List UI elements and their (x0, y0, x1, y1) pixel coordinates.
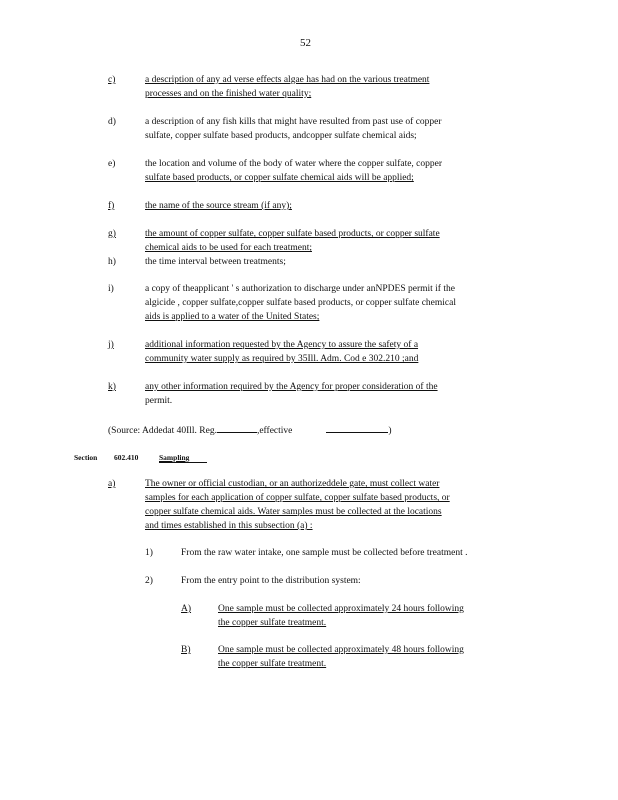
item-h-line1: the time interval between treatments; (145, 257, 286, 267)
sub-1-text: From the raw water intake, one sample must be collected before treatment . (181, 548, 468, 558)
item-label-h: h) (108, 257, 116, 267)
section-number: 602.410 (114, 453, 139, 462)
item-label-e: e) (108, 159, 116, 169)
source-blank-1 (217, 423, 257, 433)
section-title: Sampling (159, 453, 190, 462)
section-label: Section (74, 453, 98, 462)
item-label-f: f) (108, 201, 115, 211)
item-f-line1: the name of the source stream (if any); (145, 201, 292, 211)
clause-B-line1: One sample must be collected approximately 48 hours following (218, 645, 464, 655)
source-note (108, 423, 392, 437)
clause-A-line2: the copper sulfate treatment. (218, 618, 327, 628)
clause-B-line2: the copper sulfate treatment. (218, 659, 327, 669)
clause-label-A: A) (181, 604, 192, 614)
source-open: (Source: Addedat 40Ill. Reg. (108, 426, 217, 436)
item-label-k: k) (108, 382, 116, 392)
sub-label-1: 1) (145, 548, 153, 558)
item-label-d: d) (108, 117, 116, 127)
section-title-underline (159, 462, 207, 463)
item-e-line2: sulfate based products, or copper sulfate chemical aids will be applied; (145, 173, 414, 183)
page-number: 52 (300, 37, 311, 49)
item-c-line1: a description of any ad verse effects algae has had on the various treatment (145, 75, 430, 85)
item-c-line2: processes and on the finished water quality; (145, 89, 312, 99)
item-e-line1: the location and volume of the body of water where the copper sulfate, copper (145, 159, 443, 169)
item-j-line2: community water supply as required by 35Ill. Adm. Cod e 302.210 ;and (145, 354, 419, 364)
source-close: ) (388, 426, 392, 436)
clause-label-B: B) (181, 645, 191, 655)
item-label-i: i) (108, 284, 114, 294)
item-label-j: j) (108, 340, 114, 350)
subsection-label-a: a) (108, 479, 116, 489)
subsection-a-line4: and times established in this subsection (a) : (145, 521, 313, 531)
item-g-line1: the amount of copper sulfate, copper sulfate based products, or copper sulfate (145, 229, 440, 239)
subsection-a-line1: The owner or official custodian, or an authorizeddele gate, must collect water (145, 479, 440, 489)
item-label-g: g) (108, 229, 116, 239)
item-d-line1: a description of any fish kills that might have resulted from past use of copper (145, 117, 442, 127)
item-k-line1: any other information required by the Agency for proper consideration of the (145, 382, 438, 392)
source-effective: ,effective (256, 426, 293, 436)
item-k-line2: permit. (145, 396, 173, 406)
item-j-line1: additional information requested by the Agency to assure the safety of a (145, 340, 419, 350)
source-blank-2 (326, 423, 388, 433)
item-i-line3: aids is applied to a water of the United States; (145, 312, 320, 322)
item-g-line2: chemical aids to be used for each treatment; (145, 243, 312, 253)
sub-2-text: From the entry point to the distribution system: (181, 576, 361, 586)
subsection-a-line3: copper sulfate chemical aids. Water samples must be collected at the locations (145, 507, 442, 517)
clause-A-line1: One sample must be collected approximately 24 hours following (218, 604, 464, 614)
sub-label-2: 2) (145, 576, 153, 586)
subsection-a-line2: samples for each application of copper sulfate, copper sulfate based products, or (145, 493, 450, 503)
item-d-line2: sulfate, copper sulfate based products, andcopper sulfate chemical aids; (145, 131, 417, 141)
item-i-line1: a copy of theapplicant ' s authorization to discharge under anNPDES permit if the (145, 284, 455, 294)
item-label-c: c) (108, 75, 116, 85)
item-i-line2: algicide , copper sulfate,copper sulfate based products, or copper sulfate chemical (145, 298, 456, 308)
